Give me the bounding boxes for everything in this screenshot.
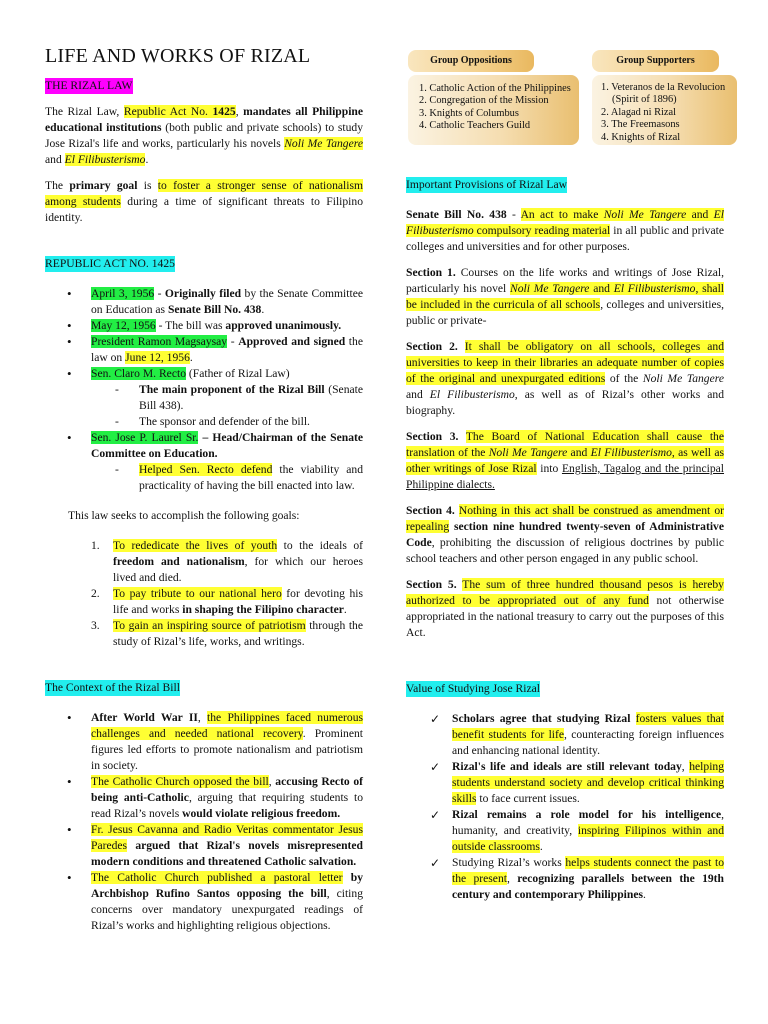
section-heading-value: Value of Studying Jose Rizal [406,682,540,695]
page-title: LIFE AND WORKS OF RIZAL [45,45,311,67]
paragraph-rizal-law: The Rizal Law, Republic Act No. 1425, mandates all Philippine educational institutions (both public and private schools) to study Jose Rizal's life and works, particularly his novels Noli Me Tangere and El Filibusterismo. [45,105,364,166]
list-item: 3. Knights of Columbus [419,107,519,119]
paragraph-section-5: Section 5. The sum of three hundred thousand pesos is hereby authorized to be appropriated out of any fund not otherwise appropriated in the national treasury to carry out the purposes of this Act. [406,578,725,639]
list-item: - The sponsor and defender of the bill. [139,414,363,430]
list-item: • The Catholic Church published a pastoral letter by Archbishop Rufino Santos opposing the bill, citing concerns over mandatory unexpurgated readings of Rizal’s works and highlighting religious objections. [91,870,363,934]
list-item: • President Ramon Magsaysay - Approved and signed the law on June 12, 1956. [91,334,363,366]
goals-list [45,538,363,650]
list-item: 2. Alagad ni Rizal [601,106,677,118]
list-item: 3. The Freemasons [601,119,680,131]
list-item: ✓ Rizal's life and ideals are still relevant today, helping students understand society and develop critical thinking skills to face current issues. [430,760,725,805]
goals-intro: This law seeks to accomplish the following goals: [68,509,300,522]
list-item: 2. Congregation of the Mission [419,95,549,107]
list-item: 4. Catholic Teachers Guild [419,120,531,132]
list-item: • The Catholic Church opposed the bill, accusing Recto of being anti-Catholic, arguing that requiring students to read Rizal’s novels would violate religious freedom. [91,774,363,822]
list-item: (Spirit of 1896) [612,94,677,106]
paragraph-section-3: Section 3. The Board of National Education shall cause the translation of the Noli Me Tangere and El Filibusterismo, as well as other writings of Jose Rizal into English, Tagalog and the principal Philippine dialects. [406,430,725,491]
paragraph-section-4: Section 4. Nothing in this act shall be construed as amendment or repealing section nine hundred twenty-seven of Administrative Code, prohibiting the discussion of religious doctrines by public school teachers and other person engaged in any public school. [406,504,724,565]
paragraph-senate-bill: Senate Bill No. 438 - An act to make Noli Me Tangere and El Filibusterismo compulsory reading material in all public and private colleges and universities and for other purposes. [406,208,724,253]
list-item: • Sen. Claro M. Recto (Father of Rizal Law) - The main proponent of the Rizal Bill (Senate Bill 438). - The sponsor and defender of the bill. [91,366,363,430]
section-heading-provisions: Important Provisions of Rizal Law [406,178,567,191]
sub-list [91,462,363,494]
value-list [406,711,724,903]
supporters-list [601,82,737,144]
list-item: 1. To rededicate the lives of youth to the ideals of freedom and nationalism, for which our heroes lived and died. [91,539,363,584]
context-list [45,710,363,934]
paragraph-section-2: Section 2. It shall be obligatory on all schools, colleges and universities to keep in their libraries an adequate number of copies of the original and unexpurgated editions of the Noli Me Tangere and El Filibusterismo, as well as of Rizal’s other works and biography. [406,340,724,417]
group-oppositions-title: Group Oppositions [408,50,534,72]
check-icon: ✓ [430,808,441,822]
section-heading-rizal-law: THE RIZAL LAW [45,79,133,92]
list-item: 4. Knights of Rizal [601,131,681,143]
check-icon: ✓ [430,712,441,726]
list-item: ✓ Rizal remains a role model for his intelligence, humanity, and creativity, inspiring Filipinos within and outside classrooms. [430,808,724,853]
right-column [406,177,724,903]
list-item: - The main proponent of the Rizal Bill (Senate Bill 438). [139,382,363,414]
list-item: • April 3, 1956 - Originally filed by the Senate Committee on Education as Senate Bill No. 438. [91,286,363,318]
list-item: • Sen. Jose P. Laurel Sr. – Head/Chairman of the Senate Committee on Education. - Helped Sen. Recto defend the viability and practicality of having the bill enacted into law. [91,430,363,494]
list-item: ✓ Scholars agree that studying Rizal fosters values that benefit students for life, counteracting foreign influences and enhancing national identity. [430,712,725,757]
group-supporters-box [592,75,737,145]
list-item: 2. To pay tribute to our national hero for devoting his life and works in shaping the Filipino character. [91,587,363,616]
list-item: • May 12, 1956 - The bill was approved unanimously. [91,318,363,334]
check-icon: ✓ [430,856,441,870]
group-supporters-title: Group Supporters [592,50,719,72]
paragraph-section-1: Section 1. Courses on the life works and writings of Jose Rizal, particularly his novel Noli Me Tangere and El Filibusterismo, shall be included in the curricula of all schools, colleges and universities, public or private- [406,266,725,327]
list-item: ✓ Studying Rizal’s works helps students connect the past to the present, recognizing parallels between the 19th century and contemporary Philippines. [430,856,725,901]
list-item: • After World War II, the Philippines faced numerous challenges and needed national recovery. Prominent figures led efforts to promote nationalism and patriotism in society. [91,710,363,774]
list-item: 1. Catholic Action of the Philippines [419,83,571,94]
list-item: • Fr. Jesus Cavanna and Radio Veritas commentator Jesus Paredes argued that Rizal's novels misrepresented modern conditions and threatened Catholic salvation. [91,822,363,870]
section-heading-republic-act: REPUBLIC ACT NO. 1425 [45,257,175,270]
list-item: - Helped Sen. Recto defend the viability and practicality of having the bill enacted into law. [139,462,363,494]
section-heading-context: The Context of the Rizal Bill [45,681,180,694]
oppositions-list [419,83,579,133]
check-icon: ✓ [430,760,441,774]
republic-act-list [45,286,363,494]
list-item: 1. Veteranos de la Revolucion [601,82,726,93]
group-oppositions-box [408,75,579,145]
list-item: 3. To gain an inspiring source of patriotism through the study of Rizal’s life, works, and writings. [91,619,363,648]
sub-list [91,382,363,430]
left-column [45,45,363,934]
paragraph-primary-goal: The primary goal is to foster a stronger sense of nationalism among students during a time of significant threats to Filipino identity. [45,179,363,224]
